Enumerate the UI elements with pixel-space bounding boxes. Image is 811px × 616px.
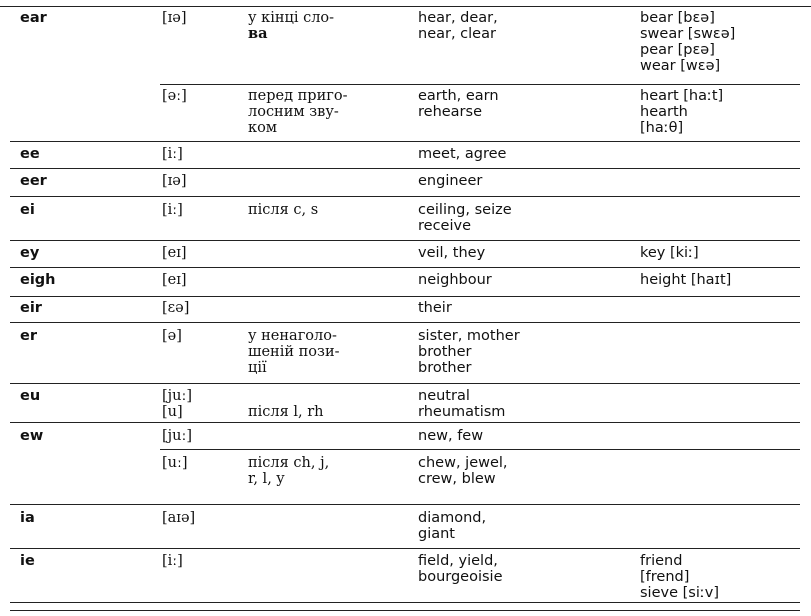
exceptions-cell-line: heart [haːt]	[640, 88, 724, 104]
sound-cell	[162, 245, 187, 261]
exceptions-cell-line: swear [swɛə]	[640, 26, 736, 42]
position-cell	[248, 328, 340, 376]
exceptions-cell-line: bear [bɛə]	[640, 10, 715, 26]
examples-cell-line: chew, jewel,	[418, 455, 508, 471]
examples-cell-line: diamond,	[418, 510, 487, 526]
examples-cell-line: ceiling, seize	[418, 202, 512, 218]
sound-cell-line: [iː]	[162, 553, 183, 569]
sound-cell	[162, 428, 192, 444]
examples-cell-line: hear, dear,	[418, 10, 498, 26]
sound-cell	[162, 553, 183, 569]
examples-cell-line: neighbour	[418, 272, 492, 288]
row-separator	[10, 602, 800, 603]
examples-cell	[418, 10, 498, 42]
position-cell-line: перед приго-	[248, 88, 348, 104]
examples-cell-line: engineer	[418, 173, 483, 189]
sound-cell	[162, 10, 187, 26]
sound-cell-line: [ɛə]	[162, 300, 190, 316]
letter-combination: eer	[20, 173, 47, 189]
exceptions-cell-line: [haːθ]	[640, 120, 684, 136]
position-cell	[248, 455, 329, 487]
position-cell-line: r, l, y	[248, 471, 285, 487]
examples-cell-line: their	[418, 300, 452, 316]
examples-cell-line: earth, earn	[418, 88, 499, 104]
examples-cell-line: neutral	[418, 388, 470, 404]
examples-cell	[418, 428, 483, 444]
sound-cell-line: [ɪə]	[162, 10, 187, 26]
examples-cell	[418, 88, 499, 120]
position-cell	[248, 202, 318, 218]
position-cell-line: у кінці сло-	[248, 10, 335, 26]
row-separator	[10, 383, 800, 384]
position-cell	[248, 388, 324, 420]
sound-cell-line: [aɪə]	[162, 510, 196, 526]
row-separator	[10, 504, 800, 505]
sound-cell	[162, 146, 183, 162]
row-separator	[10, 240, 800, 241]
sound-cell-line: [juː]	[162, 388, 193, 404]
examples-cell-line: near, clear	[418, 26, 496, 42]
position-cell-line: ції	[248, 360, 267, 376]
position-cell-line: у ненаголо-	[248, 328, 337, 344]
examples-cell-line: field, yield,	[418, 553, 498, 569]
examples-cell-line: brother	[418, 360, 472, 376]
position-cell-line: лосним зву-	[248, 104, 339, 120]
exceptions-cell-line: sieve [siːv]	[640, 585, 719, 601]
exceptions-cell	[640, 553, 719, 601]
examples-cell-line: sister, mother	[418, 328, 520, 344]
examples-cell	[418, 553, 503, 585]
sound-cell	[162, 510, 195, 526]
sound-cell-line: [eɪ]	[162, 272, 187, 288]
row-separator	[10, 196, 800, 197]
row-separator	[10, 296, 800, 297]
position-cell	[248, 88, 347, 136]
bottom-rule	[10, 610, 800, 611]
examples-cell	[418, 272, 492, 288]
sound-cell	[162, 328, 182, 344]
exceptions-cell-line: pear [pɛə]	[640, 42, 715, 58]
exceptions-cell-line: [frend]	[640, 569, 690, 585]
position-cell-line: шеній пози-	[248, 344, 340, 360]
sound-cell-line: [ə]	[162, 328, 182, 344]
sound-cell	[162, 202, 183, 218]
letter-combination: ie	[20, 553, 35, 569]
exceptions-cell-line: height [haɪt]	[640, 272, 732, 288]
sub-row-separator	[160, 84, 800, 85]
sound-cell	[162, 300, 189, 316]
sound-cell	[162, 455, 188, 471]
exceptions-cell-line: wear [wɛə]	[640, 58, 721, 74]
examples-cell-line: bourgeoisie	[418, 569, 503, 585]
position-cell-line: після ch, j,	[248, 455, 330, 471]
sound-cell-line: [eɪ]	[162, 245, 187, 261]
exceptions-cell	[640, 272, 731, 288]
examples-cell-line: rheumatism	[418, 404, 506, 420]
letter-combination: ee	[20, 146, 40, 162]
examples-cell-line: giant	[418, 526, 455, 542]
position-cell-line: ва	[248, 25, 268, 42]
examples-cell	[418, 455, 508, 487]
position-cell-line: після l, rh	[248, 404, 324, 420]
exceptions-cell	[640, 245, 699, 261]
examples-cell	[418, 510, 486, 542]
row-separator	[10, 322, 800, 323]
row-separator	[160, 449, 800, 450]
letter-combination: eir	[20, 300, 42, 316]
sound-cell-line: [u]	[162, 404, 183, 420]
examples-cell-line: new, few	[418, 428, 484, 444]
examples-cell	[418, 328, 520, 376]
letter-combination: er	[20, 328, 37, 344]
examples-cell	[418, 245, 485, 261]
sound-cell	[162, 272, 187, 288]
row-separator	[10, 141, 800, 142]
row-separator	[10, 168, 800, 169]
letter-combination: eu	[20, 388, 41, 404]
examples-cell-line: meet, agree	[418, 146, 507, 162]
exceptions-cell-line: hearth	[640, 104, 688, 120]
top-rule	[0, 0, 811, 7]
sound-cell	[162, 173, 187, 189]
examples-cell	[418, 173, 482, 189]
sound-cell	[162, 388, 192, 420]
sound-cell-line: [juː]	[162, 428, 193, 444]
examples-cell	[418, 146, 506, 162]
examples-cell	[418, 388, 505, 420]
exceptions-cell-line: friend	[640, 553, 683, 569]
sound-cell-line: [iː]	[162, 202, 183, 218]
position-cell-line: після c, s	[248, 202, 319, 218]
sound-cell-line: [ɪə]	[162, 173, 187, 189]
examples-cell-line: rehearse	[418, 104, 482, 120]
row-separator	[10, 548, 800, 549]
examples-cell-line: brother	[418, 344, 472, 360]
examples-cell-line: crew, blew	[418, 471, 496, 487]
letter-combination: ew	[20, 428, 44, 444]
sound-cell-line: [uː]	[162, 455, 188, 471]
exceptions-cell	[640, 88, 723, 136]
letter-combination: ei	[20, 202, 35, 218]
row-separator	[10, 267, 800, 268]
exceptions-cell	[640, 10, 735, 74]
exceptions-cell-line: key [kiː]	[640, 245, 699, 261]
position-cell-line: ком	[248, 120, 278, 136]
position-cell	[248, 10, 334, 42]
sound-cell-line: [əː]	[162, 88, 187, 104]
examples-cell-line: receive	[418, 218, 471, 234]
examples-cell	[418, 300, 452, 316]
sound-cell-line: [iː]	[162, 146, 183, 162]
examples-cell	[418, 202, 512, 234]
sound-cell	[162, 88, 187, 104]
examples-cell-line: veil, they	[418, 245, 486, 261]
row-separator	[10, 422, 800, 423]
letter-combination: ey	[20, 245, 40, 261]
position-cell-line	[248, 388, 324, 404]
letter-combination: ear	[20, 10, 47, 26]
letter-combination: ia	[20, 510, 35, 526]
letter-combination: eigh	[20, 272, 56, 288]
